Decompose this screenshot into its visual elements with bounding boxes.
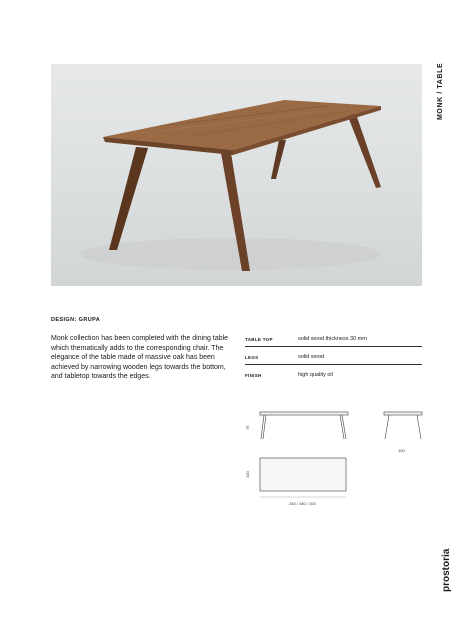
design-credit: DESIGN: GRUPA bbox=[51, 317, 101, 323]
spec-value: solid wood thickness 30 mm bbox=[298, 336, 367, 342]
front-elevation-drawing bbox=[260, 412, 348, 439]
dim-depth-top: 100 bbox=[245, 471, 250, 478]
spec-label: LEGS bbox=[245, 354, 259, 360]
spec-row-finish bbox=[245, 368, 422, 382]
product-description: Monk collection has been completed with the dining table which thematically adds to the corresponding chair. The elegance of the table made of massive oak has been achieved by narrowing wooden legs towards the bottom, and tabletop towards the edges. bbox=[51, 335, 229, 381]
spec-value: solid wood bbox=[298, 354, 324, 360]
side-elevation-drawing bbox=[384, 412, 422, 439]
spec-label: FINISH bbox=[245, 372, 262, 378]
top-view-drawing bbox=[260, 458, 346, 491]
spec-table bbox=[245, 332, 422, 385]
table-illustration bbox=[51, 64, 422, 286]
spec-row-table-top bbox=[245, 332, 422, 347]
dimension-drawings bbox=[240, 400, 430, 515]
product-photo bbox=[51, 64, 422, 286]
spec-value: high quality oil bbox=[298, 372, 333, 378]
page-title: MONK / TABLE bbox=[437, 62, 444, 120]
dim-lengths: 240 / 180 / 100 bbox=[289, 501, 316, 506]
dim-depth-side: 100 bbox=[398, 448, 405, 453]
spec-label: TABLE TOP bbox=[245, 336, 273, 342]
brand-logo: prostoria bbox=[441, 548, 452, 592]
dim-height: 75 bbox=[245, 425, 250, 430]
technical-drawings bbox=[240, 400, 430, 520]
spec-row-legs bbox=[245, 350, 422, 365]
